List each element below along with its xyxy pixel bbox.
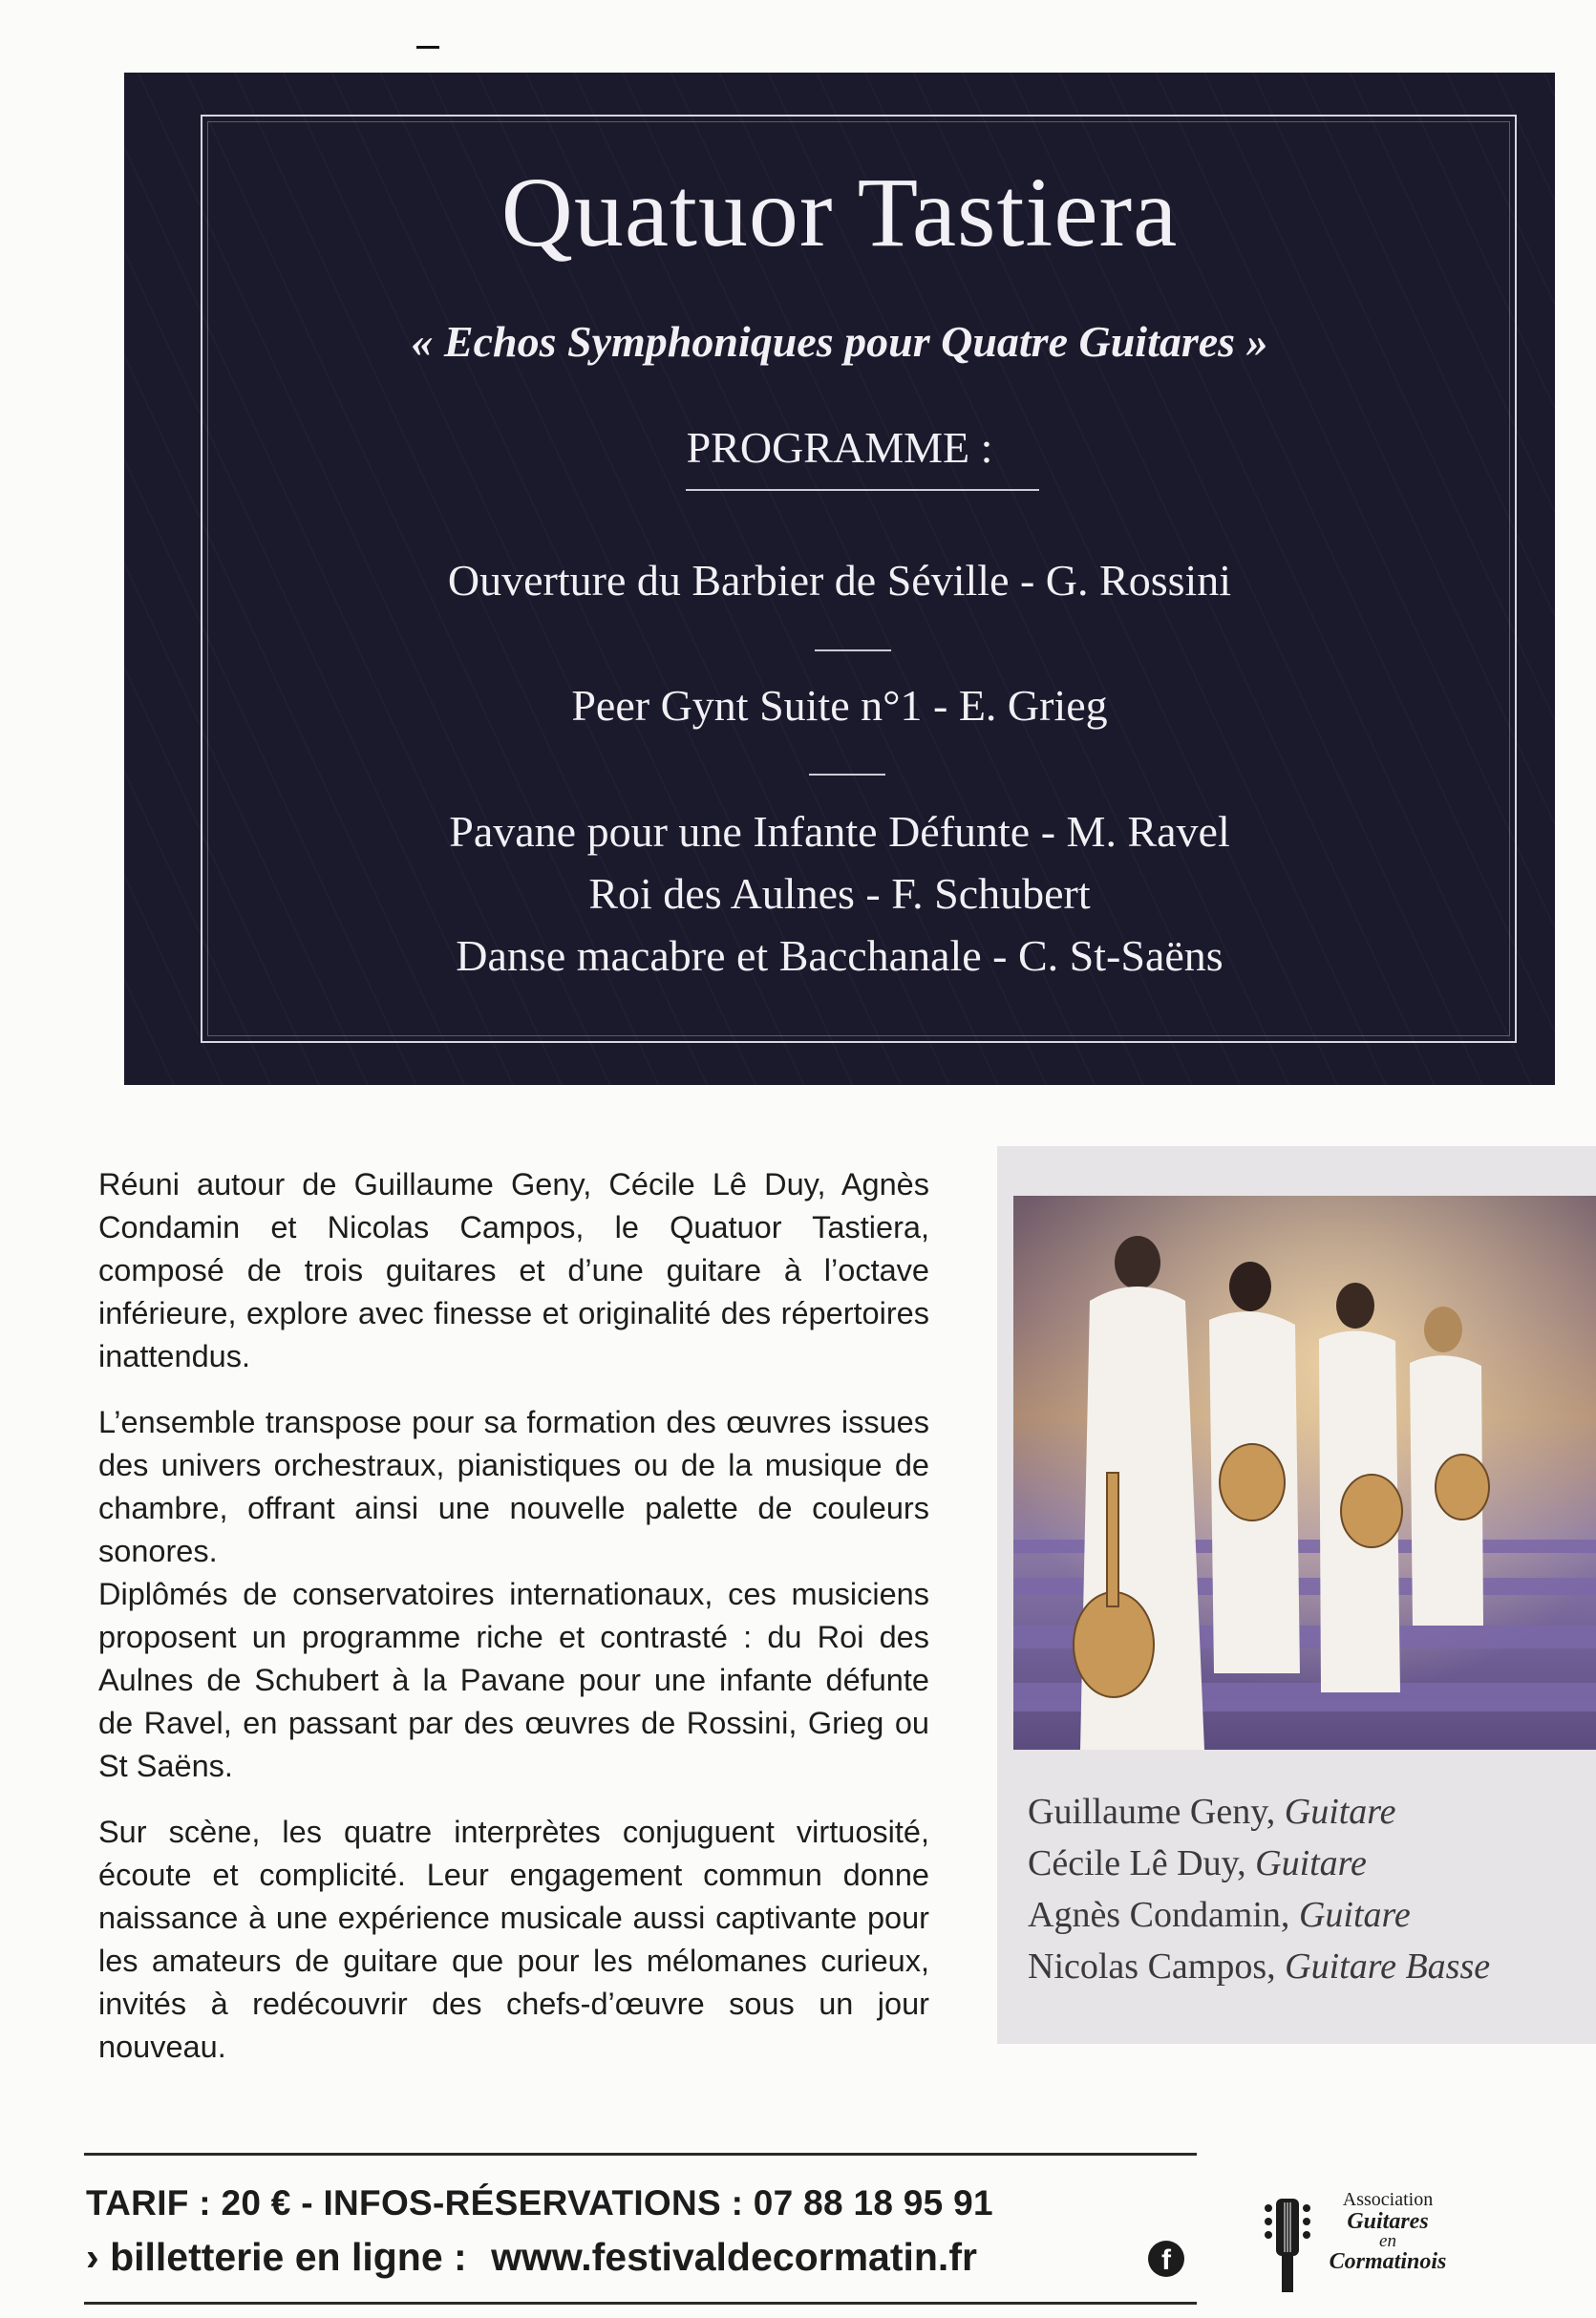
credit-line (1028, 1889, 1490, 1941)
programme-heading: PROGRAMME : (686, 423, 993, 472)
performer-role: Guitare (1284, 1792, 1396, 1832)
programme-item: Danse macabre et Bacchanale - C. St-Saëns (456, 931, 1224, 980)
description-paragraph: Diplômés de conservatoires internationaux, ces musiciens proposent un programme riche et contrasté : du Roi des Aulnes de Schubert à la Pavane pour une infante défunte de Ravel, en passant par des œuvres de Rossini, Grieg ou St Saëns. (98, 1577, 929, 1783)
association-logo (1259, 2189, 1459, 2294)
ticketing-link[interactable]: www.festivaldecormatin.fr (491, 2235, 977, 2279)
facebook-icon[interactable]: f (1148, 2241, 1184, 2277)
credit-line (1028, 1786, 1490, 1838)
ensemble-photo-card (997, 1146, 1596, 2044)
programme-item: Peer Gynt Suite n°1 - E. Grieg (571, 681, 1108, 730)
programme-heading-underline (686, 489, 1039, 491)
description-paragraph: L’ensemble transpose pour sa formation des œuvres issues des univers orchestraux, pianistiques ou de la musique de chambre, offrant ainsi une nouvelle palette de couleurs sonores. (98, 1405, 929, 1568)
programme-item: Pavane pour une Infante Défunte - M. Ravel (449, 807, 1230, 856)
performer-name: Guillaume Geny, (1028, 1792, 1276, 1832)
ensemble-photo-illustration (1013, 1196, 1596, 1750)
footer-top-rule (84, 2153, 1197, 2156)
footer-bottom-rule (84, 2302, 1197, 2305)
description-paragraph: Réuni autour de Guillaume Geny, Cécile Lê Duy, Agnès Condamin et Nicolas Campos, le Quatuor Tastiera, composé de trois guitares et d’une guitare à l’octave inférieure, explore avec finesse et originalité des répertoires inattendus. (98, 1167, 929, 1373)
performer-role: Guitare (1255, 1843, 1367, 1883)
concert-description (98, 1163, 929, 2092)
concert-subtitle: « Echos Symphoniques pour Quatre Guitares » (411, 317, 1268, 366)
performer-credits (1028, 1786, 1490, 1992)
performer-role: Guitare Basse (1285, 1946, 1491, 1987)
credit-line (1028, 1941, 1490, 1992)
chevron-right-icon: › (86, 2235, 99, 2279)
online-ticketing (86, 2235, 977, 2280)
programme-item: Roi des Aulnes - F. Schubert (588, 869, 1091, 918)
association-line: Guitares (1347, 2209, 1429, 2234)
programme-banner (124, 73, 1555, 1085)
association-line: en (1379, 2231, 1396, 2251)
performer-name: Nicolas Campos, (1028, 1946, 1276, 1987)
programme-separator (809, 774, 885, 776)
guitar-headstock-icon (1259, 2189, 1316, 2294)
description-paragraph: Sur scène, les quatre interprètes conjuguent virtuosité, écoute et complicité. Leur engagement commun donne naissance à une expérience musicale aussi captivante pour les amateurs de guitare que pour les mélomanes curieux, invités à redécouvrir des chefs-d’œuvre sous un jour nouveau. (98, 1815, 929, 2064)
performer-role: Guitare (1298, 1895, 1411, 1935)
association-name (1316, 2189, 1459, 2273)
credit-line (1028, 1838, 1490, 1889)
association-line: Association (1342, 2189, 1434, 2210)
performer-name: Cécile Lê Duy, (1028, 1843, 1246, 1883)
programme-separator (815, 649, 891, 651)
performer-name: Agnès Condamin, (1028, 1895, 1290, 1935)
scan-mark (416, 46, 439, 49)
association-line: Cormatinois (1329, 2249, 1447, 2274)
price-and-info: TARIF : 20 € - INFOS-RÉSERVATIONS : 07 88 18 95 91 (86, 2183, 993, 2222)
programme-item: Ouverture du Barbier de Séville - G. Rossini (447, 556, 1232, 605)
concert-title: Quatuor Tastiera (500, 158, 1179, 267)
ensemble-photo (1013, 1196, 1596, 1750)
ticketing-label: billetterie en ligne : (110, 2235, 467, 2279)
